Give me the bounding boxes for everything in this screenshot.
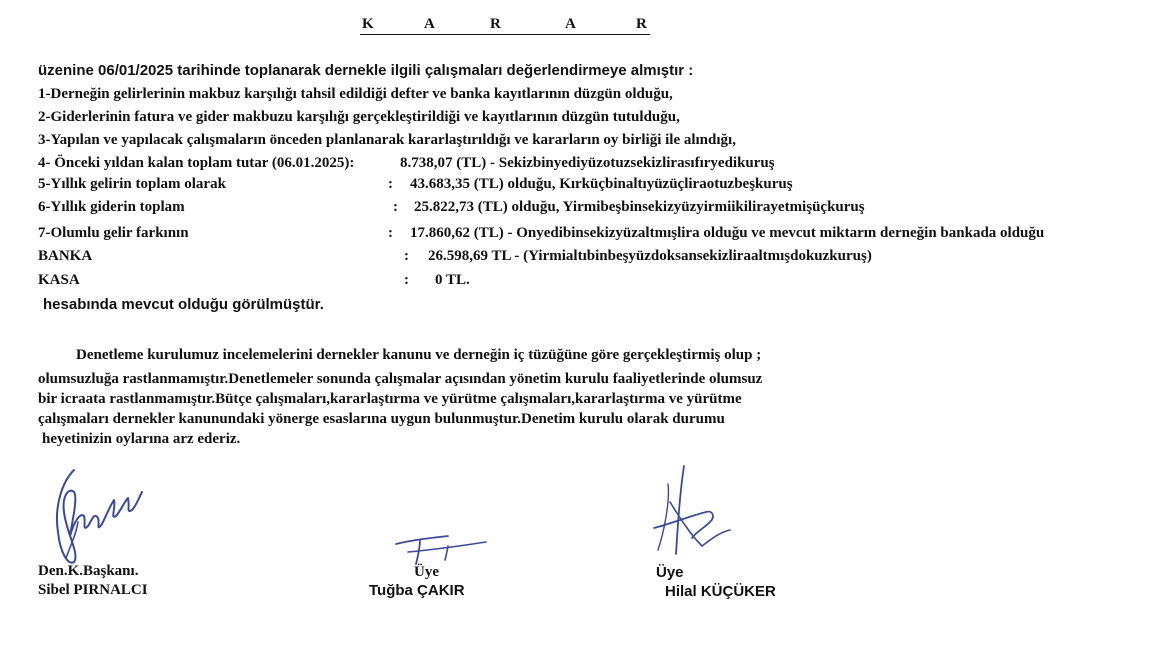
financial-separator: :: [404, 272, 409, 288]
financial-separator: :: [388, 176, 393, 192]
signatory-name: Tuğba ÇAKIR: [369, 582, 465, 599]
financial-label: KASA: [38, 272, 80, 288]
account-note: hesabında mevcut olduğu görülmüştür.: [43, 296, 324, 313]
financial-label: 5-Yıllık gelirin toplam olarak: [38, 176, 226, 192]
signatory-name: Hilal KÜÇÜKER: [665, 583, 776, 600]
financial-label: 6-Yıllık giderin toplam: [38, 199, 185, 215]
paragraph-line: heyetinizin oylarına arz ederiz.: [42, 431, 241, 447]
title-letter: A: [565, 16, 576, 32]
financial-separator: :: [393, 199, 398, 215]
title-letter: R: [636, 16, 647, 32]
title-underline: [360, 34, 650, 35]
financial-value: 43.683,35 (TL) olduğu, Kırküçbinaltıyüzüçliraotuzbeşkuruş: [410, 176, 793, 192]
financial-value: 17.860,62 (TL) - Onyedibinsekizyüzaltmışlira olduğu ve mevcut miktarın derneğin bankada olduğu: [410, 225, 1045, 241]
signatory-role: Den.K.Başkanı.: [38, 563, 139, 579]
intro-text: üzenine 06/01/2025 tarihinde toplanarak dernekle ilgili çalışmaları değerlendirmeye almıştır :: [38, 62, 694, 79]
item-3: 3-Yapılan ve yapılacak çalışmaların önceden planlanarak kararlaştırıldığı ve kararların oy birliği ile alındığı,: [38, 132, 736, 148]
item-2: 2-Giderlerinin fatura ve gider makbuzu karşılığı gerçekleştirildiği ve kayıtlarının düzgün tutulduğu,: [38, 109, 680, 125]
financial-label: 4- Önceki yıldan kalan toplam tutar (06.01.2025):: [38, 155, 355, 171]
financial-value: 8.738,07 (TL) - Sekizbinyediyüzotuzsekizlirasıfıryedikuruş: [400, 155, 775, 171]
signature-image: [44, 462, 154, 574]
title-letter: K: [362, 16, 374, 32]
paragraph-line: Denetleme kurulumuz incelemelerini dernekler kanunu ve derneğin iç tüzüğüne göre gerçekleştirmiş olup ;: [76, 347, 762, 363]
signature-image: [650, 462, 740, 562]
financial-label: 7-Olumlu gelir farkının: [38, 225, 189, 241]
financial-separator: :: [404, 248, 409, 264]
financial-value: 25.822,73 (TL) olduğu, Yirmibeşbinsekizyüzyirmiikilirayetmişüçkuruş: [414, 199, 865, 215]
signatory-name: Sibel PIRNALCI: [38, 582, 148, 598]
title-letter: R: [490, 16, 501, 32]
paragraph-line: çalışmaları dernekler kanunundaki yönerge esaslarına uygun bulunmuştur.Denetim kurulu olarak durumu: [38, 411, 725, 427]
signatory-role: Üye: [414, 564, 439, 580]
item-1: 1-Derneğin gelirlerinin makbuz karşılığı tahsil edildiği defter ve banka kayıtlarının düzgün olduğu,: [38, 86, 673, 102]
signatory-role: Üye: [656, 564, 684, 581]
paragraph-line: olumsuzluğa rastlanmamıştır.Denetlemeler sonunda çalışmalar açısından yönetim kurulu faaliyetlerinde olumsuz: [38, 371, 763, 387]
financial-value: 26.598,69 TL - (Yirmialtıbinbeşyüzdoksansekizliraaltmışdokuzkuruş): [428, 248, 872, 264]
financial-separator: :: [388, 225, 393, 241]
financial-value: 0 TL.: [435, 272, 470, 288]
signature-image: [390, 530, 490, 570]
paragraph-line: bir icraata rastlanmamıştır.Bütçe çalışmaları,kararlaştırma ve yürütme çalışmaları,kararlaştırma ve yürütme: [38, 391, 742, 407]
financial-label: BANKA: [38, 248, 93, 264]
title-letter: A: [424, 16, 435, 32]
